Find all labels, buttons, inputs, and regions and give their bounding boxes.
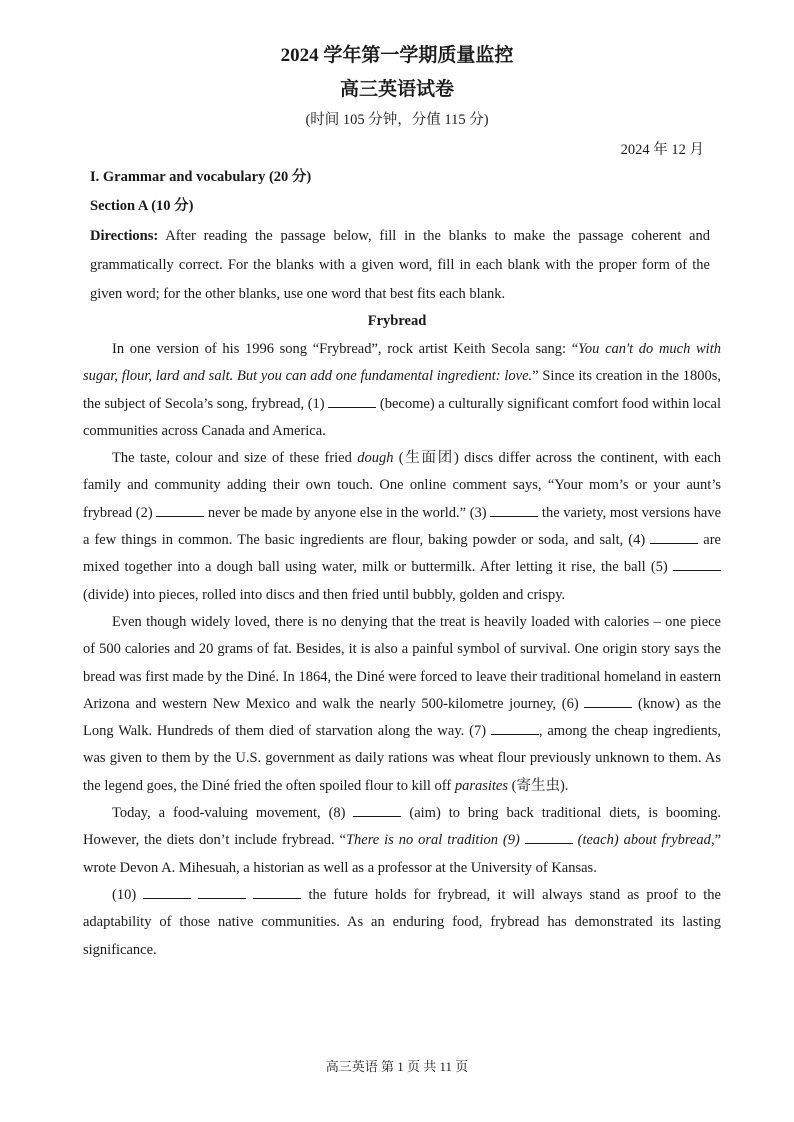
- exam-subtitle: 高三英语试卷: [339, 79, 454, 100]
- blank-9: [525, 831, 573, 844]
- part-title: I. Grammar and vocabulary (20 分): [90, 169, 312, 185]
- song-quote: You can't do much with sugar, flour, lard and salt. But you can add one fundamental ingredient: love.: [83, 341, 721, 385]
- paragraph-1: In one version of his 1996 song “Frybread”, rock artist Keith Secola sang: “You can't do much with sugar, flour, lard and salt. But you can add one fundamental ingredient: love.” Since its creation in the 1800s, the subject of Secola’s song, frybread, (1) (become) a culturally significant comfort food within local communities across Canada and America.: [83, 341, 722, 439]
- blank-8: [353, 804, 401, 817]
- directions-text: After reading the passage below, fill in the blanks to make the passage coherent and grammatically correct. For the blanks with a given word, fill in each blank with the proper form of the given word; for the other blanks, use one word that best fits each blank.: [90, 228, 710, 302]
- passage-title: Frybread: [367, 313, 427, 329]
- blank-7: [491, 722, 539, 735]
- paragraph-4: Today, a food-valuing movement, (8) (aim) to bring back traditional diets, is booming. However, the diets don’t include frybread. “There is no oral tradition (9) (teach) about frybread,” wrote Devon A. Mihesuah, a historian as well as a professor at the University of Kansas.: [83, 805, 721, 876]
- paragraph-3: Even though widely loved, there is no denying that the treat is heavily loaded with calories – one piece of 500 calories and 20 grams of fat. Besides, it is also a painful symbol of survival. One origin story says the bread was first made by the Diné. In 1864, the Diné were forced to leave their traditional homeland in eastern Arizona and western New Mexico and walk the nearly 500-kilometre journey, (6) (know) as the Long Walk. Hundreds of them died of starvation along the way. (7) , among the cheap ingredients, was given to them by the U.S. government as daily rations was wheat flour previously unknown to them. As the legend goes, the Diné fried the often spoiled flour to kill off parasites (寄生虫).: [83, 613, 721, 794]
- section-title: Section A (10 分): [90, 198, 194, 214]
- blank-5: [673, 558, 721, 571]
- blank-10a: [143, 886, 191, 899]
- directions: [90, 222, 710, 309]
- exam-title: 2024 学年第一学期质量监控: [280, 45, 514, 66]
- blank-1: [328, 395, 376, 408]
- dough-term: dough: [357, 450, 394, 467]
- blank-10b: [198, 886, 246, 899]
- directions-label: Directions:: [90, 228, 159, 244]
- blank-3: [490, 504, 538, 517]
- paragraph-5: (10) the future holds for frybread, it will always stand as proof to the adaptability of those native communities. As an enduring food, frybread has demonstrated its lasting significance.: [83, 886, 721, 958]
- blank-4: [650, 531, 698, 544]
- passage-body: [83, 336, 721, 964]
- blank-10c: [253, 886, 301, 899]
- exam-date: 2024 年 12 月: [620, 142, 704, 158]
- blank-6: [584, 695, 632, 708]
- time-note: (时间 105 分钟，分值 115 分): [305, 112, 489, 128]
- page-footer: 高三英语 第 1 页 共 11 页: [325, 1059, 469, 1074]
- paragraph-2: The taste, colour and size of these fried dough (生面团) discs differ across the continent, with each family and community adding their own touch. One online comment says, “Your mom’s or your aunt’s frybread (2) never be made by anyone else in the world.” (3) the variety, most versions have a few things in common. The basic ingredients are flour, baking powder or soda, and salt, (4) are mixed together into a dough ball using water, milk or buttermilk. After letting it rise, the ball (5) (divide) into pieces, rolled into discs and then fried until bubbly, golden and crispy.: [83, 450, 722, 603]
- blank-2: [156, 504, 204, 517]
- parasites-term: parasites: [454, 777, 508, 794]
